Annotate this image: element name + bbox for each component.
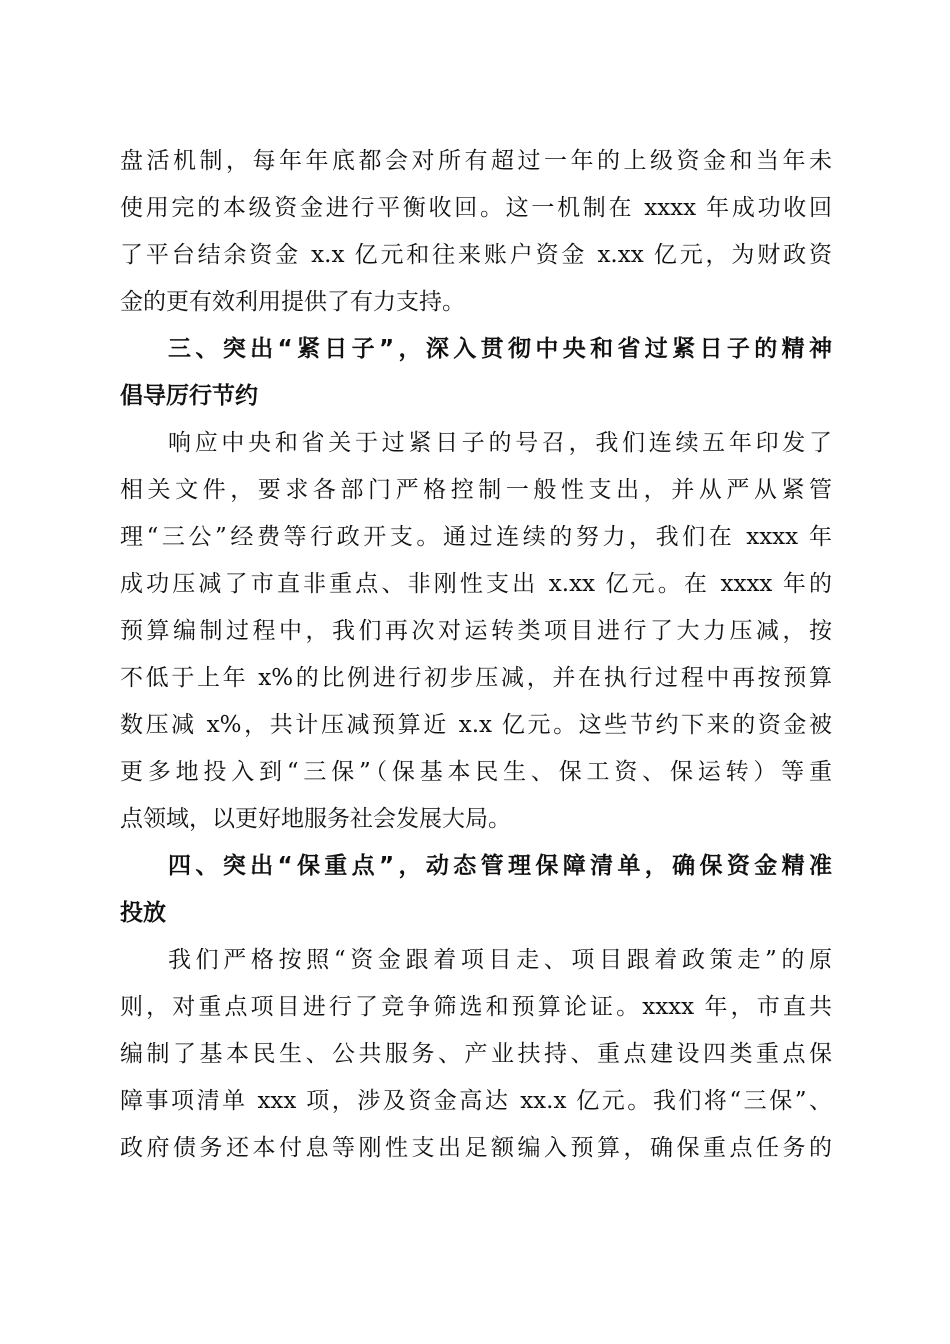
paragraph-line: 使用完的本级资金进行平衡收回。这一机制在 xxxx 年成功收回 xyxy=(120,195,832,221)
paragraph-line: 更多地投入到“三保”（保基本民生、保工资、保运转）等重 xyxy=(120,759,832,785)
paragraph-line: 理“三公”经费等行政开支。通过连续的努力，我们在 xxxx 年 xyxy=(120,524,832,550)
paragraph-line: 相关文件，要求各部门严格控制一般性支出，并从严从紧管 xyxy=(120,477,832,503)
paragraph-line: 不低于上年 x%的比例进行初步压减，并在执行过程中再按预算 xyxy=(120,665,832,691)
paragraph-line: 响应中央和省关于过紧日子的号召，我们连续五年印发了 xyxy=(168,430,832,456)
paragraph-line: 数压减 x%，共计压减预算近 x.x 亿元。这些节约下来的资金被 xyxy=(120,712,832,738)
paragraph-line: 我们严格按照“资金跟着项目走、项目跟着政策走”的原 xyxy=(168,947,832,973)
paragraph-line: 金的更有效利用提供了有力支持。 xyxy=(120,289,465,315)
paragraph-line: 则，对重点项目进行了竞争筛选和预算论证。xxxx 年，市直共 xyxy=(120,994,832,1020)
paragraph-line: 编制了基本民生、公共服务、产业扶持、重点建设四类重点保 xyxy=(120,1041,832,1067)
paragraph-line: 了平台结余资金 x.x 亿元和往来账户资金 x.xx 亿元，为财政资 xyxy=(120,242,832,268)
section-heading-3: 三、突出“紧日子”，深入贯彻中央和省过紧日子的精神 xyxy=(168,336,832,362)
paragraph-line: 点领域，以更好地服务社会发展大局。 xyxy=(120,806,511,832)
paragraph-line: 盘活机制，每年年底都会对所有超过一年的上级资金和当年未 xyxy=(120,148,832,174)
paragraph-line: 成功压减了市直非重点、非刚性支出 x.xx 亿元。在 xxxx 年的 xyxy=(120,571,832,597)
section-heading-4: 四、突出“保重点”，动态管理保障清单，确保资金精准 xyxy=(168,853,832,879)
section-heading-4-continued: 投放 xyxy=(120,900,166,926)
paragraph-line: 政府债务还本付息等刚性支出足额编入预算，确保重点任务的 xyxy=(120,1135,832,1161)
document-page xyxy=(120,138,832,1172)
paragraph-line: 障事项清单 xxx 项，涉及资金高达 xx.x 亿元。我们将“三保”、 xyxy=(120,1088,832,1114)
paragraph-line: 预算编制过程中，我们再次对运转类项目进行了大力压减，按 xyxy=(120,618,832,644)
section-heading-3-continued: 倡导厉行节约 xyxy=(120,383,258,409)
